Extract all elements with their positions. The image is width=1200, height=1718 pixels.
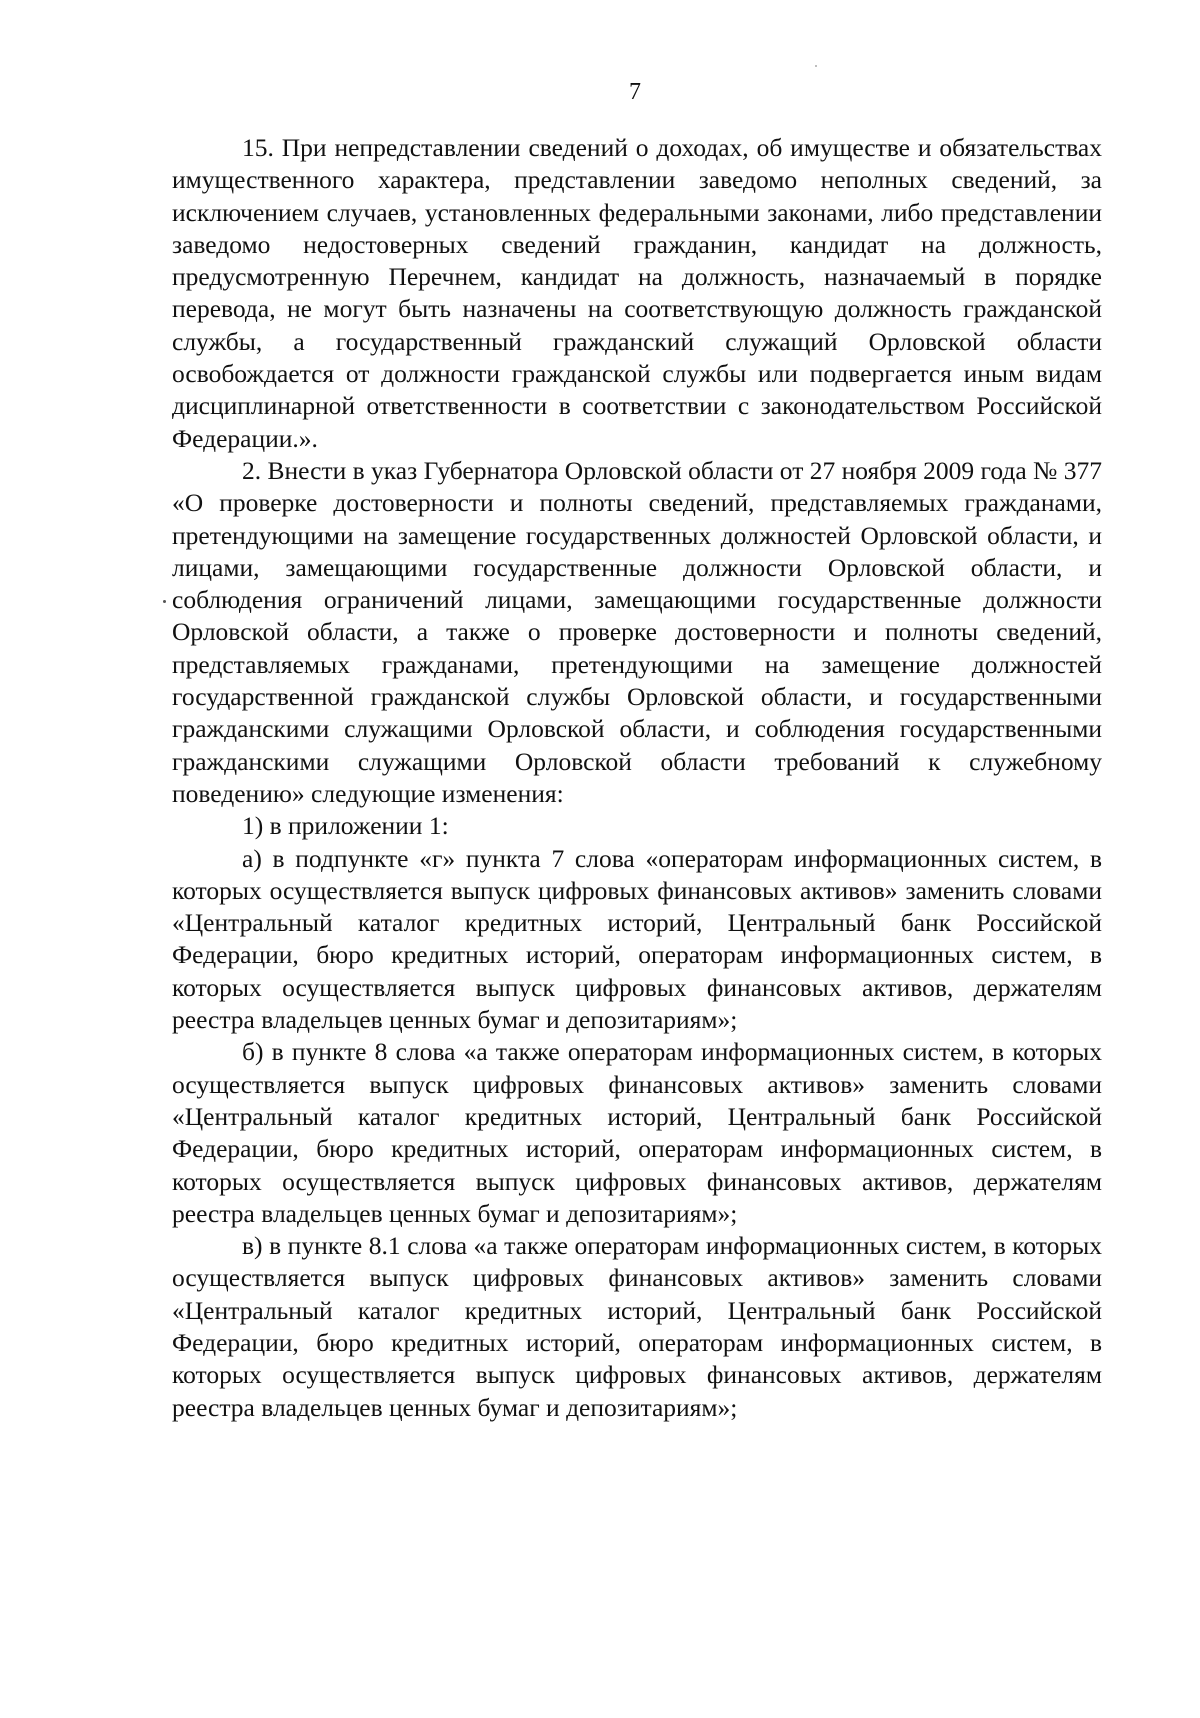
paragraph-15: 15. При непредставлении сведений о доходах, об имуществе и обязательствах имущественного характера, представлении заведомо неполных сведений, за исключением случаев, установленных федеральными законами, либо представлении заведомо недостоверных сведений гражданин, кандидат на должность, предусмотренную Перечнем, кандидат на должность, назначаемый в порядке перевода, не могут быть назначены на соответствующую должность гражданской службы, а государственный гражданский служащий Орловской области освобождается от должности гражданской службы или подвергается иным видам дисциплинарной ответственности в соответствии с законодательством Российской Федерации.». <box>172 133 1102 453</box>
paragraph-2-1: 1) в приложении 1: <box>242 811 449 841</box>
scan-speck <box>163 600 166 603</box>
page-number: 7 <box>629 79 641 105</box>
paragraph-2-1-a: а) в подпункте «г» пункта 7 слова «операторам информационных систем, в которых осуществляется выпуск цифровых финансовых активов» заменить словами «Центральный каталог кредитных историй, Центральный банк Российской Федерации, бюро кредитных историй, операторам информационных систем, в которых осуществляется выпуск цифровых финансовых активов, держателям реестра владельцев ценных бумаг и депозитариям»; <box>172 843 1102 1035</box>
scan-speck <box>815 65 817 67</box>
paragraph-2-1-b: б) в пункте 8 слова «а также операторам информационных систем, в которых осуществляется выпуск цифровых финансовых активов» заменить словами «Центральный каталог кредитных историй, Центральный банк Российской Федерации, бюро кредитных историй, операторам информационных систем, в которых осуществляется выпуск цифровых финансовых активов, держателям реестра владельцев ценных бумаг и депозитариям»; <box>172 1037 1102 1228</box>
paragraph-2: 2. Внести в указ Губернатора Орловской области от 27 ноября 2009 года № 377 «О проверке достоверности и полноты сведений, представляемых гражданами, претендующими на замещение государственных должностей Орловской области, и лицами, замещающими государственные должности Орловской области, и соблюдения ограничений лицами, замещающими государственные должности Орловской области, а также о проверке достоверности и полноты сведений, представляемых гражданами, претендующими на замещение должностей государственной гражданской службы Орловской области, и государственными гражданскими служащими Орловской области, и соблюдения государственными гражданскими служащими Орловской области требований к служебному поведению» следующие изменения: <box>172 455 1102 808</box>
document-body <box>172 132 1102 1424</box>
paragraph-2-1-v: в) в пункте 8.1 слова «а также операторам информационных систем, в которых осуществляется выпуск цифровых финансовых активов» заменить словами «Центральный каталог кредитных историй, Центральный банк Российской Федерации, бюро кредитных историй, операторам информационных систем, в которых осуществляется выпуск цифровых финансовых активов, держателям реестра владельцев ценных бумаг и депозитариям»; <box>172 1231 1102 1422</box>
